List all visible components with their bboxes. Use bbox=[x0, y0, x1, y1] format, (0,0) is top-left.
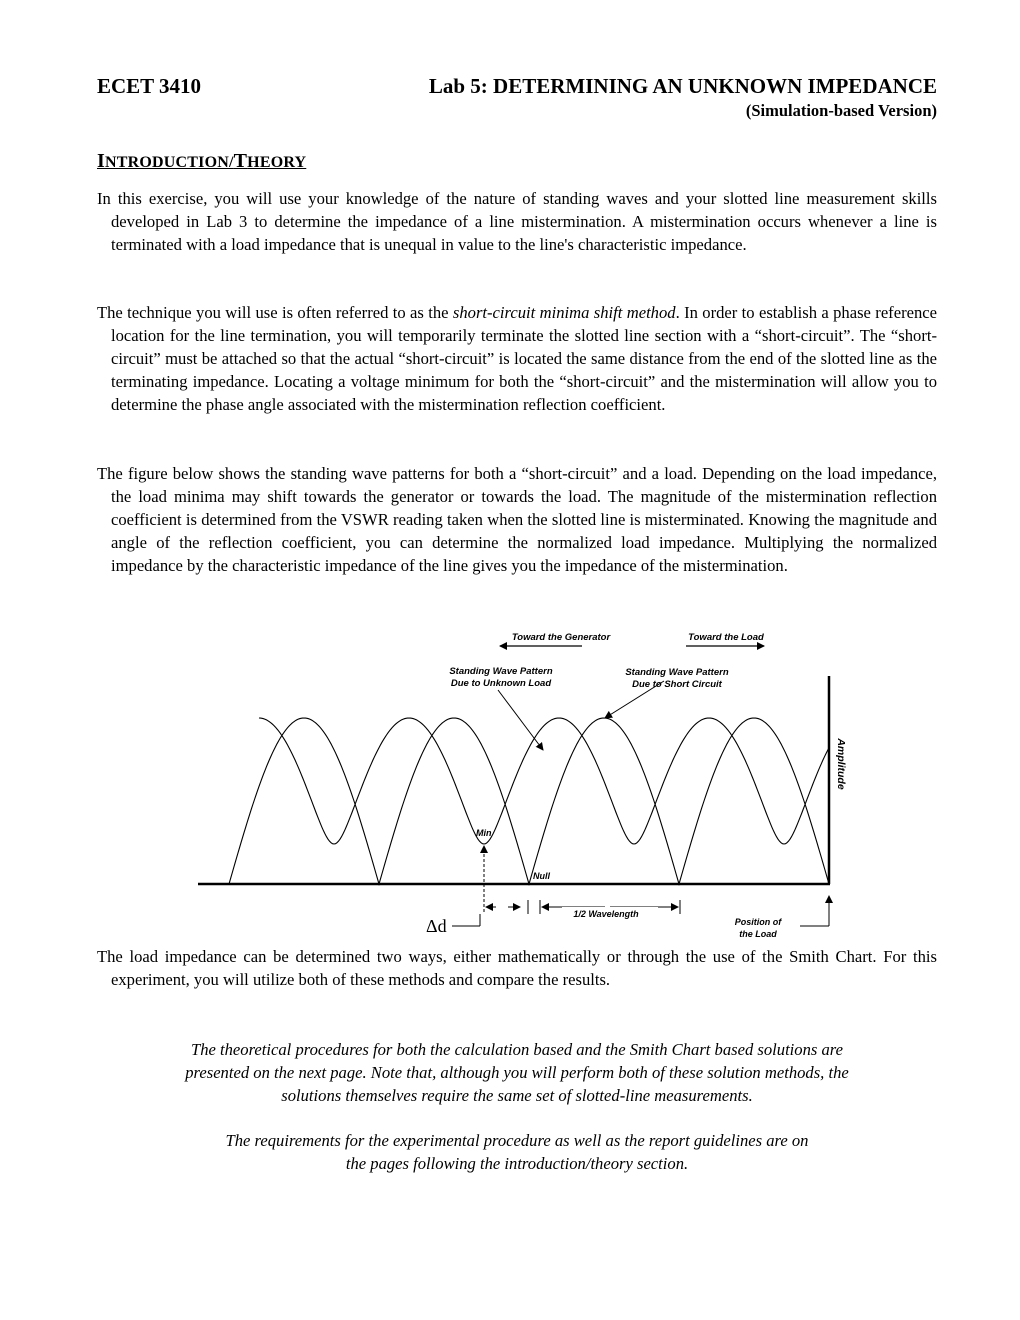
min-label: Min bbox=[476, 828, 492, 838]
theory-note: The theoretical procedures for both the calculation based and the Smith Chart based solutions are presented on the next page. Note that, although you will perform both of these solution methods, the solutions themselves require the same set of slotted-line measurements. bbox=[185, 1040, 849, 1105]
half-wavelength-label: 1/2 Wavelength bbox=[573, 909, 639, 919]
load-position-label: Position of bbox=[734, 917, 782, 927]
unknown-load-wave bbox=[259, 718, 829, 844]
course-code: ECET 3410 bbox=[97, 74, 202, 98]
short-circuit-label: Standing Wave Pattern bbox=[625, 667, 729, 678]
toward-load-label: Toward the Load bbox=[688, 632, 764, 643]
load-position-label-2: the Load bbox=[739, 929, 777, 939]
short-circuit-wave bbox=[229, 718, 829, 884]
paragraph-technique: The technique you will use is often referred to as the short-circuit minima shift method. In order to establish a phase reference location for the line termination, you will temporarily terminate the slotted line section with a “short-circuit”. The “short-circuit” must be attached so that the actual “short-circuit” is located the same distance from the end of the slotted line as the terminating impedance. Locating a voltage minimum for both the “short-circuit” and the mistermination will allow you to determine the phase angle associated with the mistermination reflection coefficient. bbox=[97, 303, 937, 414]
unknown-load-pointer bbox=[498, 690, 543, 750]
toward-generator-label: Toward the Generator bbox=[511, 632, 611, 643]
lab-title: Lab 5: DETERMINING AN UNKNOWN IMPEDANCE bbox=[428, 74, 937, 98]
delta-d-label: Δd bbox=[426, 916, 447, 936]
paragraph-intro: In this exercise, you will use your knowledge of the nature of standing waves and your slotted line measurement skills developed in Lab 3 to determine the impedance of a line mistermination. A mistermination occurs whenever a line is terminated with a load impedance that is unequal in value to the line's characteristic impedance. bbox=[97, 189, 937, 254]
section-heading: INTRODUCTION/THEORY bbox=[97, 150, 307, 172]
requirements-note: The requirements for the experimental procedure as well as the report guidelines are on the pages following the introduction/theory section. bbox=[225, 1131, 809, 1173]
short-circuit-label-2: Due to Short Circuit bbox=[632, 679, 722, 690]
unknown-load-label-2: Due to Unknown Load bbox=[450, 678, 552, 689]
unknown-load-label: Standing Wave Pattern bbox=[449, 666, 553, 677]
null-label: Null bbox=[533, 871, 550, 881]
paragraph-figure-description: The figure below shows the standing wave patterns for both a “short-circuit” and a load. Depending on the load impedance, the load minima may shift towards the generator or towards the load. The magnitude of the mistermination reflection coefficient is determined from the VSWR reading taken when the slotted line is misterminated. Knowing the magnitude and angle of the reflection coefficient, you can determine the normalized load impedance. Multiplying the normalized impedance by the characteristic impedance of the line gives you the impedance of the mistermination. bbox=[97, 464, 937, 575]
lab-subtitle: (Simulation-based Version) bbox=[745, 101, 937, 120]
paragraph-methods: The load impedance can be determined two ways, either mathematically or through the use of the Smith Chart. For this experiment, you will utilize both of these methods and compare the results. bbox=[97, 947, 937, 989]
amplitude-label: Amplitude bbox=[835, 738, 847, 790]
method-name: short-circuit minima shift method bbox=[452, 303, 676, 322]
